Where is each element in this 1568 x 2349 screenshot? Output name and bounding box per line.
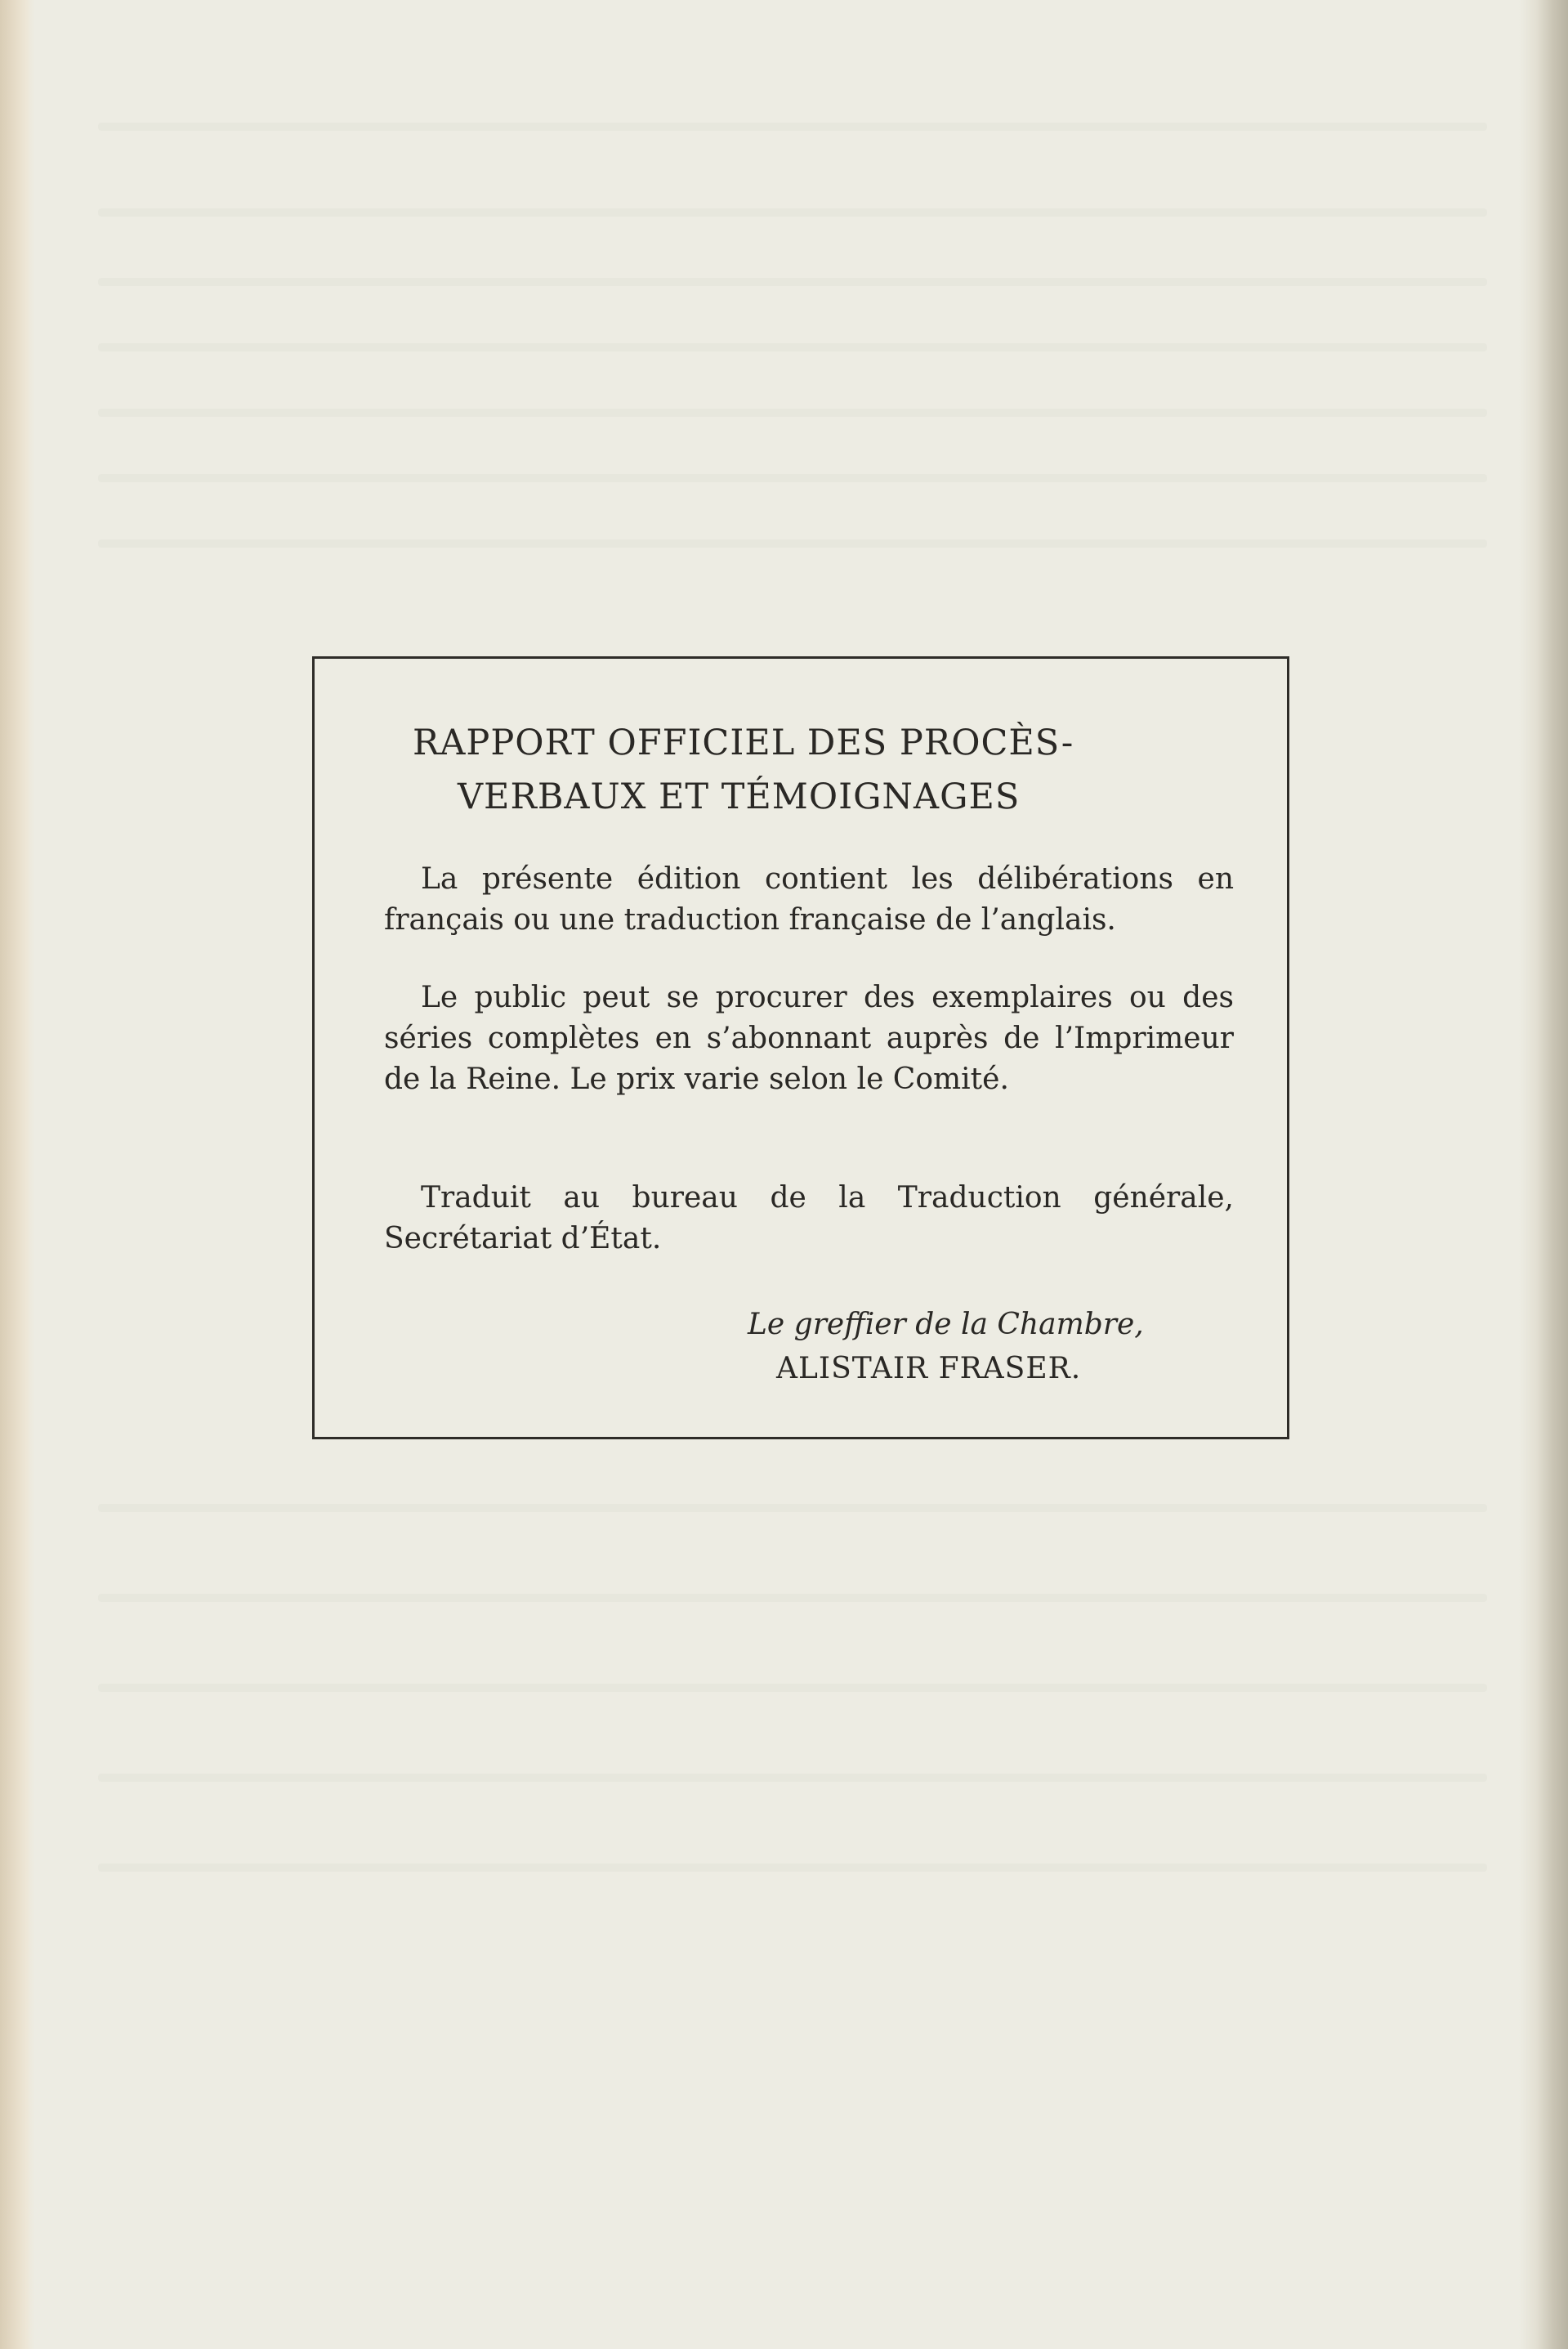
notice-title-line-2: VERBAUX ET TÉMOIGNAGES: [458, 776, 1021, 817]
bleed-through-line: [98, 1864, 1487, 1872]
notice-paragraph-translation: [384, 1178, 1234, 1260]
bleed-through-line: [98, 123, 1487, 131]
bleed-through-line: [98, 1504, 1487, 1512]
notice-paragraph-translation-text: Traduit au bureau de la Traduction générale, Secrétariat d’État.: [384, 1181, 1234, 1255]
signature-title: Le greffier de la Chambre,: [748, 1308, 1144, 1341]
page-right-edge: [1519, 0, 1568, 2349]
bleed-through-line: [98, 343, 1487, 351]
notice-paragraph-edition-text: La présente édition contient les délibérations en français ou une traduction française de l’anglais.: [384, 862, 1234, 937]
notice-title: [413, 716, 1230, 824]
bleed-through-line: [98, 409, 1487, 417]
bleed-through-line: [98, 278, 1487, 286]
bleed-through-line: [98, 474, 1487, 482]
notice-paragraph-edition: [384, 859, 1234, 941]
bleed-through-line: [98, 1774, 1487, 1782]
notice-title-line-1: RAPPORT OFFICIEL DES PROCÈS-: [413, 723, 1074, 763]
notice-signature: [748, 1303, 1205, 1391]
bleed-through-line: [98, 1594, 1487, 1602]
bleed-through-line: [98, 1684, 1487, 1692]
notice-paragraph-subscription: [384, 978, 1234, 1100]
notice-paragraph-subscription-text: Le public peut se procurer des exemplaires ou des séries complètes en s’abonnant auprès de l’Imprimeur de la Reine. Le prix varie selon le Comité.: [384, 981, 1234, 1096]
official-report-notice-box: [312, 656, 1289, 1439]
signature-name: ALISTAIR FRASER.: [776, 1352, 1082, 1385]
page-binding-edge: [0, 0, 34, 2349]
bleed-through-line: [98, 539, 1487, 548]
bleed-through-line: [98, 208, 1487, 217]
